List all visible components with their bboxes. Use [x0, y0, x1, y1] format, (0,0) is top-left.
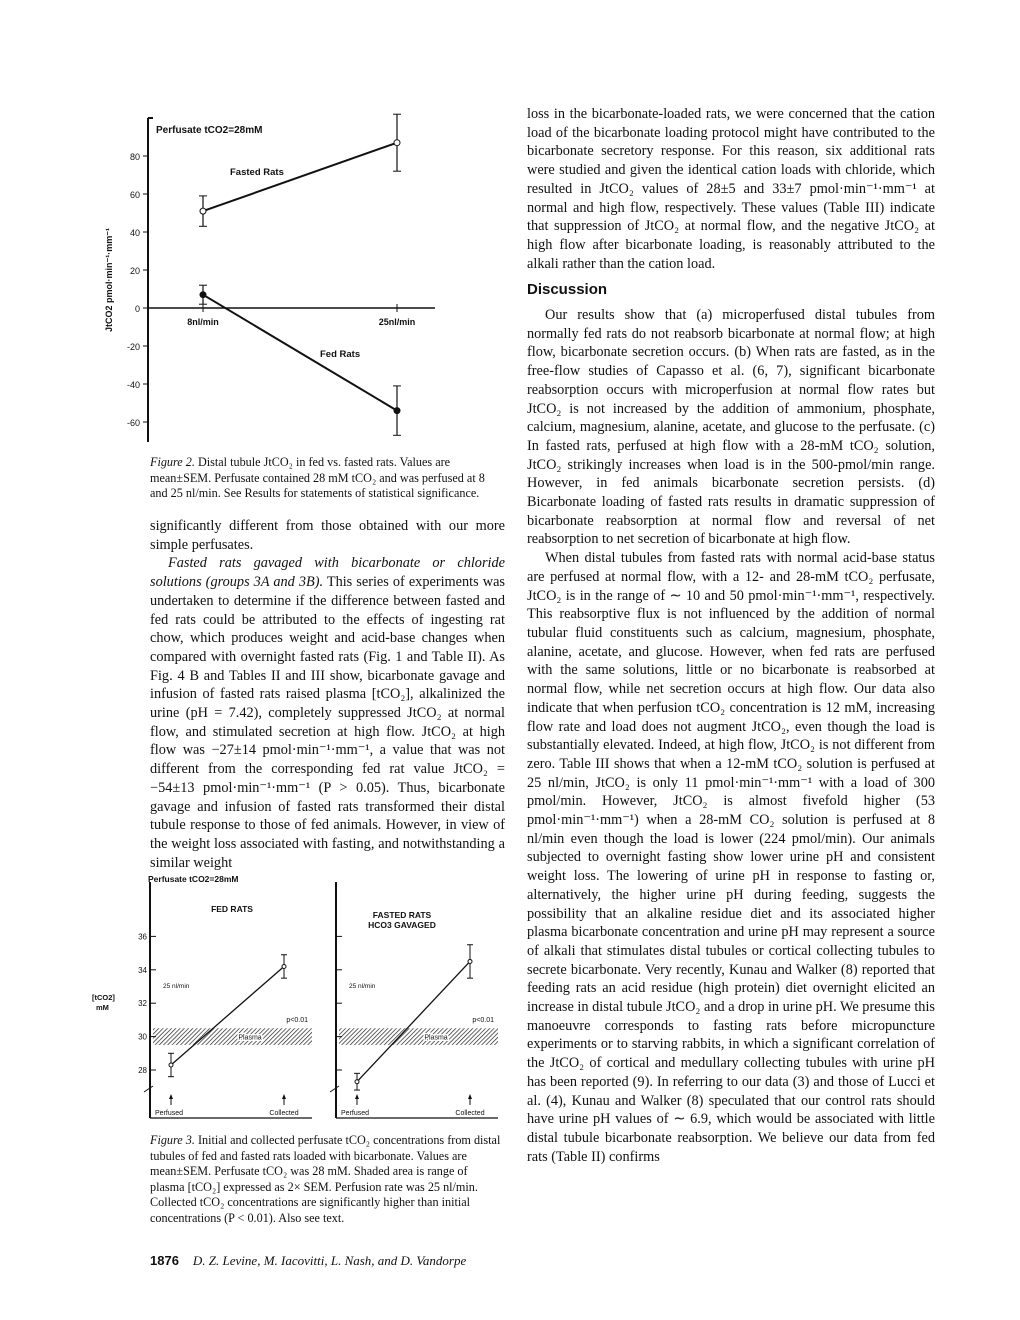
y-tick-label: 80 [129, 152, 140, 162]
data-point [394, 408, 400, 414]
x-category-label: Perfused [155, 1110, 184, 1117]
p-value: p<0.01 [286, 1017, 308, 1024]
x-category-label: Collected [269, 1110, 299, 1117]
page-number: 1876 [150, 1253, 179, 1268]
authors: D. Z. Levine, M. Iacovitti, L. Nash, and D. Vandorpe [192, 1253, 467, 1268]
arrow-icon [355, 1094, 359, 1099]
y-tick-label: 34 [138, 965, 147, 975]
chart-title: Perfusate tCO2=28mM [148, 874, 239, 884]
arrow-icon [282, 1094, 286, 1099]
figure-3-caption [150, 1133, 505, 1227]
y-axis-label: [tCO2] [92, 993, 115, 1002]
rate-label: 25 nl/min [349, 983, 376, 990]
caption-text: Distal tubule JtCO₂ in fed vs. fasted rats. Values are mean±SEM. Perfusate contained 28 mM tCO₂ and was perfused at 8 and 25 nl/min. See Results for statements of statistical significance. [150, 455, 485, 501]
y-tick-label: 32 [138, 999, 147, 1009]
y-tick-label: 30 [138, 1032, 147, 1042]
y-tick-label: 60 [129, 190, 140, 200]
y-tick-label: 0 [134, 304, 140, 314]
y-tick-label: 36 [138, 932, 147, 942]
y-axis-label: mM [96, 1003, 109, 1012]
figure-2-caption [150, 455, 500, 502]
plasma-label: Plasma [238, 1034, 262, 1042]
figure-2-chart [0, 0, 520, 450]
data-point [169, 1063, 173, 1067]
data-point [282, 964, 286, 968]
series-label: Fasted Rats [230, 167, 284, 178]
panel-title: HCO3 GAVAGED [368, 920, 436, 930]
y-tick-label: -60 [126, 418, 140, 428]
panel-title: FED RATS [211, 904, 253, 914]
p-value: p<0.01 [472, 1017, 494, 1024]
arrow-icon [169, 1094, 173, 1099]
y-tick-label: 28 [138, 1066, 147, 1075]
series-line-1 [203, 295, 397, 411]
plasma-band [339, 1028, 498, 1045]
data-point [355, 1080, 359, 1084]
y-tick-label: 20 [129, 266, 140, 276]
right-column [527, 105, 935, 1166]
paragraph-text: This series of experiments was undertaken to determine if the difference between fasted and fed rats could be attributed to the effects of ingesting rat chow, which produces weight and acid-base changes when compared with overnight fasted rats (Fig. 1 and Table II). As Fig. 4 B and Tables II and III show, bicarbonate gavage and infusion of fasted rats raised plasma [tCO₂], alkalinized the urine (pH = 7.42), completely suppressed JtCO₂ at normal flow, and stimulated secretion at high flow. JtCO₂ at high flow was −27±14 pmol·min⁻¹·mm⁻¹, a value that was not different from the corresponding fed rat value JtCO₂ = −54±13 pmol·min⁻¹·mm⁻¹ (P > 0.05). Thus, bicarbonate gavage and infusion of fasted rats transformed their distal tubule response to those of fed animals. However, in view of the weight loss associated with fasting, and notwithstanding a similar weight [150, 574, 505, 871]
page-footer [150, 1253, 466, 1269]
y-axis-label: JtCO2 pmol·min⁻¹·mm⁻¹ [104, 227, 114, 333]
left-column [150, 517, 505, 872]
data-point [200, 292, 206, 298]
series-line [357, 961, 470, 1081]
axis-break [144, 1086, 153, 1092]
plasma-band [153, 1028, 312, 1045]
x-category-label: Perfused [341, 1110, 370, 1117]
x-tick-label: 25nl/min [378, 317, 416, 327]
plasma-label: Plasma [424, 1034, 448, 1042]
x-category-label: Collected [455, 1110, 485, 1117]
section-heading: Discussion [527, 281, 608, 299]
paragraph: When distal tubules from fasted rats with normal acid-base status are perfused at normal flow, with a 12- and 28-mM tCO₂ perfusate, JtCO₂ is in the range of ∼ 10 and 50 pmol·min⁻¹·mm⁻¹, respectively. This reabsorptive flux is not influenced by the addition of normal tubular fluid constituents such as calcium, magnesium, phosphate, alanine, acetate, and glucose. However, when fed rats are perfused with the same solutions, little or no bicarbonate is reabsorbed at normal flow, while net secretion occurs at high flow. Our data also indicate that when perfusion tCO₂ concentration is 12 mM, increasing flow rate and load does not augment JtCO₂, even though the load is substantially elevated. Indeed, at high flow, JtCO₂ is not different from zero. Table III shows that when a 12-mM tCO₂ solution is perfused at 25 nl/min, JtCO₂ is only 11 pmol·min⁻¹·mm⁻¹ with a load of 300 pmol/min. However, JtCO₂ is almost fivefold higher (53 pmol·min⁻¹·mm⁻¹) when a 28-mM CO₂ solution is perfused at 8 nl/min even though the load is lower (224 pmol/min). Our animals subjected to overnight fasting show lower urine pH and consistent weight loss. The lowering of urine pH in response to fasting or, alternatively, the higher urine pH during feeding, suggests the possibility that an alkaline residue diet and its associated higher plasma bicarbonate concentration and urine pH may represent a source of alkali that stimulates distal tubules or cortical collecting tubules to secrete bicarbonate. Very recently, Kunau and Walker (8) reported that feeding rats an acid residue (high protein) diet overnight elicited an increase in distal tubule JtCO₂ and a drop in urine pH. We presume this manoeuvre corresponds to fasting rats before micropuncture experiments or to starving rabbits, in which a significant correlation of the JtCO₂ of cortical and medullary collecting tubules with urine pH has been reported (9). In referring to our data (3) and those of Lucci et al. (4), Kunau and Walker (8) speculated that our control rats should have urine pH values of ∼ 6.9, which would be associated with little distal tubule bicarbonate reabsorption. We believe our data from fed rats (Table II) confirms [527, 550, 935, 1165]
paragraph-heading: Fasted rats gavaged with bicarbonate or chloride solutions (groups 3A and 3B). [150, 555, 505, 591]
arrow-icon [468, 1094, 472, 1099]
series-line [171, 966, 284, 1065]
paragraph: significantly different from those obtained with our more simple perfusates. [150, 518, 505, 553]
data-point [200, 208, 206, 214]
axis-break [330, 1086, 339, 1092]
paragraph: loss in the bicarbonate-loaded rats, we were concerned that the cation load of the bicarbonate loading protocol might have contributed to the bicarbonate secretory response. For this reason, six additional rats were studied and given the identical cation loads with chloride, which resulted in JtCO₂ values of 28±5 and 33±7 pmol·min⁻¹·mm⁻¹ at normal and high flow, respectively. These values (Table III) indicate that suppression of JtCO₂ at normal flow, and the negative JtCO₂ at high flow after bicarbonate loading, is reasonably attributed to the alkali rather than the cation load. [527, 106, 935, 272]
caption-text: Initial and collected perfusate tCO₂ concentrations from distal tubules of fed and fasted rats loaded with bicarbonate. Values are mean±SEM. Perfusate tCO₂ was 28 mM. Shaded area is range of plasma [tCO₂] expressed as 2× SEM. Perfusion rate was 25 nl/min. Collected tCO₂ concentrations are significantly higher than initial concentrations (P < 0.01). Also see text. [150, 1133, 501, 1225]
panel-title: FASTED RATS [372, 910, 432, 920]
figure-3-chart [0, 860, 520, 1130]
paragraph [150, 554, 505, 872]
chart-title: Perfusate tCO2=28mM [156, 125, 263, 136]
data-point [394, 140, 400, 146]
x-tick-label: 8nl/min [187, 317, 219, 327]
y-tick-label: 40 [129, 228, 140, 238]
data-point [468, 959, 472, 963]
rate-label: 25 nl/min [163, 983, 190, 990]
paragraph: Our results show that (a) microperfused distal tubules from normally fed rats do not reabsorb bicarbonate at normal flow; at high flow, bicarbonate secretion occurs. (b) When rats are fasted, as in the free-flow studies of Capasso et al. (6, 7), significant bicarbonate reabsorption occurs with microperfusion at normal flow rates but JtCO₂ is not increased by the addition of ammonium, phosphate, calcium, magnesium, alanine, acetate, and glucose to the perfusate. (c) In fasted rats, perfused at high flow with a 28-mM tCO₂ solution, JtCO₂ strikingly increases when load is in the 500-pmol/min range. However, in fed animals bicarbonate secretion persists. (d) Bicarbonate loading of fasted rats results in dramatic suppression of bicarbonate reabsorption at normal flow and reversal of net reabsorption to net secretion of bicarbonate at high flow. [527, 307, 935, 548]
caption-label: Figure 2. [150, 455, 195, 469]
y-tick-label: -20 [126, 342, 140, 352]
y-tick-label: -40 [126, 380, 140, 390]
series-label: Fed Rats [320, 349, 361, 360]
caption-label: Figure 3. [150, 1133, 195, 1147]
